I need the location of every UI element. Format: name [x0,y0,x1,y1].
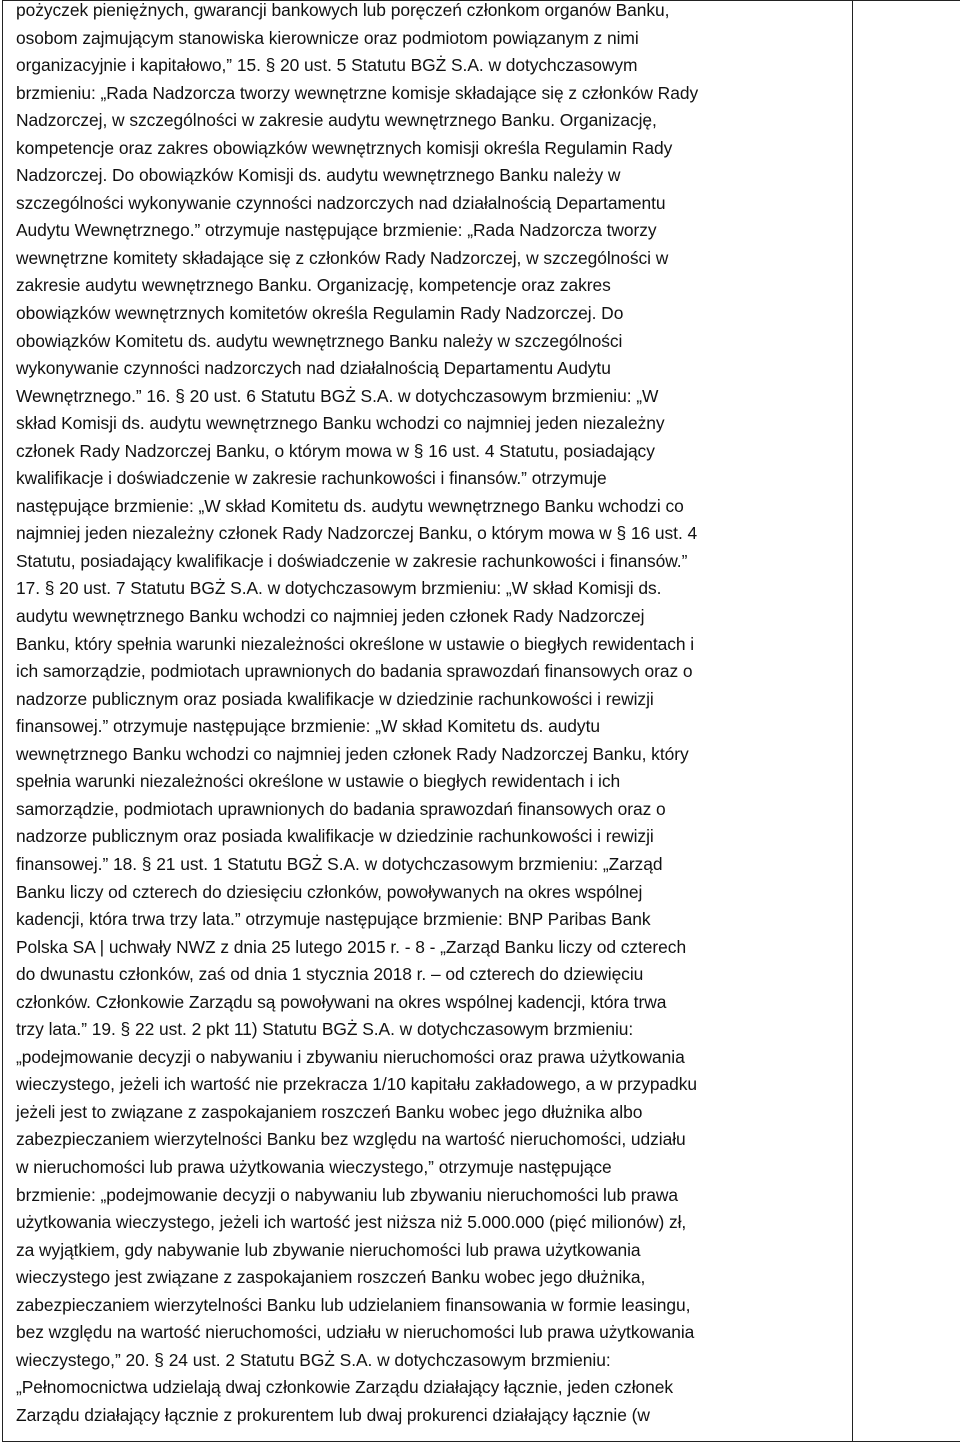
text-line: Polska SA | uchwały NWZ z dnia 25 lutego 2015 r. - 8 - „Zarząd Banku liczy od czterech [16,934,842,962]
document-table [2,0,960,1442]
document-body [16,0,842,1429]
text-line: Audytu Wewnętrznego.” otrzymuje następujące brzmienie: „Rada Nadzorcza tworzy [16,217,842,245]
text-line: kompetencje oraz zakres obowiązków wewnętrznych komisji określa Regulamin Rady [16,135,842,163]
text-line: Nadzorczej. Do obowiązków Komisji ds. audytu wewnętrznego Banku należy w [16,162,842,190]
text-line: obowiązków wewnętrznych komitetów określa Regulamin Rady Nadzorczej. Do [16,300,842,328]
text-line: użytkowania wieczystego, jeżeli ich wartość jest niższa niż 5.000.000 (pięć milionów) zł, [16,1209,842,1237]
text-line: szczególności wykonywanie czynności nadzorczych nad działalnością Departamentu [16,190,842,218]
empty-column-cell [853,1,960,1442]
text-line: za wyjątkiem, gdy nabywanie lub zbywanie nieruchomości lub prawa użytkowania [16,1237,842,1265]
text-line: „Pełnomocnictwa udzielają dwaj członkowie Zarządu działający łącznie, jeden członek [16,1374,842,1402]
text-line: trzy lata.” 19. § 22 ust. 2 pkt 11) Statutu BGŻ S.A. w dotychczasowym brzmieniu: [16,1016,842,1044]
text-line: wewnętrzne komitety składające się z członków Rady Nadzorczej, w szczególności w [16,245,842,273]
text-line: Nadzorczej, w szczególności w zakresie audytu wewnętrznego Banku. Organizację, [16,107,842,135]
text-line: wieczystego jest związane z zaspokajaniem roszczeń Banku wobec jego dłużnika, [16,1264,842,1292]
text-cell [3,1,853,1442]
text-line: organizacyjnie i kapitałowo,” 15. § 20 ust. 5 Statutu BGŻ S.A. w dotychczasowym [16,52,842,80]
text-line: zakresie audytu wewnętrznego Banku. Organizację, kompetencje oraz zakres [16,272,842,300]
text-line: zabezpieczaniem wierzytelności Banku bez względu na wartość nieruchomości, udziału [16,1126,842,1154]
text-line: nadzorze publicznym oraz posiada kwalifikacje w dziedzinie rachunkowości i rewizji [16,686,842,714]
text-line: „podejmowanie decyzji o nabywaniu i zbywaniu nieruchomości oraz prawa użytkowania [16,1044,842,1072]
text-line: bez względu na wartość nieruchomości, udziału w nieruchomości lub prawa użytkowania [16,1319,842,1347]
text-line: wewnętrznego Banku wchodzi co najmniej jeden członek Rady Nadzorczej Banku, który [16,741,842,769]
text-line: następujące brzmienie: „W skład Komitetu ds. audytu wewnętrznego Banku wchodzi co [16,493,842,521]
text-line: wieczystego, jeżeli ich wartość nie przekracza 1/10 kapitału zakładowego, a w przypadku [16,1071,842,1099]
text-line: audytu wewnętrznego Banku wchodzi co najmniej jeden członek Rady Nadzorczej [16,603,842,631]
text-line: w nieruchomości lub prawa użytkowania wieczystego,” otrzymuje następujące [16,1154,842,1182]
text-line: Zarządu działający łącznie z prokurentem lub dwaj prokurenci działający łącznie (w [16,1402,842,1430]
text-line: kwalifikacje i doświadczenie w zakresie rachunkowości i finansów.” otrzymuje [16,465,842,493]
text-line: wieczystego,” 20. § 24 ust. 2 Statutu BGŻ S.A. w dotychczasowym brzmieniu: [16,1347,842,1375]
text-line: nadzorze publicznym oraz posiada kwalifikacje w dziedzinie rachunkowości i rewizji [16,823,842,851]
text-line: osobom zajmującym stanowiska kierownicze oraz podmiotom powiązanym z nimi [16,25,842,53]
text-line: brzmienie: „podejmowanie decyzji o nabywaniu lub zbywaniu nieruchomości lub prawa [16,1182,842,1210]
text-line: Banku liczy od czterech do dziesięciu członków, powoływanych na okres wspólnej [16,879,842,907]
text-line: finansowej.” 18. § 21 ust. 1 Statutu BGŻ S.A. w dotychczasowym brzmieniu: „Zarząd [16,851,842,879]
text-line: Banku, który spełnia warunki niezależności określone w ustawie o biegłych rewidentach i [16,631,842,659]
text-line: członków. Członkowie Zarządu są powoływani na okres wspólnej kadencji, która trwa [16,989,842,1017]
text-line: spełnia warunki niezależności określone w ustawie o biegłych rewidentach i ich [16,768,842,796]
text-line: zabezpieczaniem wierzytelności Banku lub udzielaniem finansowania w formie leasingu, [16,1292,842,1320]
text-line: do dwunastu członków, zaś od dnia 1 stycznia 2018 r. – od czterech do dziewięciu [16,961,842,989]
text-line: brzmieniu: „Rada Nadzorcza tworzy wewnętrzne komisje składające się z członków Rady [16,80,842,108]
text-line: finansowej.” otrzymuje następujące brzmienie: „W skład Komitetu ds. audytu [16,713,842,741]
text-line: pożyczek pieniężnych, gwarancji bankowych lub poręczeń członkom organów Banku, [16,0,842,25]
text-line: Wewnętrznego.” 16. § 20 ust. 6 Statutu BGŻ S.A. w dotychczasowym brzmieniu: „W [16,383,842,411]
text-line: obowiązków Komitetu ds. audytu wewnętrznego Banku należy w szczególności [16,328,842,356]
text-line: wykonywanie czynności nadzorczych nad działalnością Departamentu Audytu [16,355,842,383]
text-line: kadencji, która trwa trzy lata.” otrzymuje następujące brzmienie: BNP Paribas Bank [16,906,842,934]
text-line: najmniej jeden niezależny członek Rady Nadzorczej Banku, o którym mowa w § 16 ust. 4 [16,520,842,548]
text-line: Statutu, posiadający kwalifikacje i doświadczenie w zakresie rachunkowości i finansów.” [16,548,842,576]
text-line: samorządzie, podmiotach uprawnionych do badania sprawozdań finansowych oraz o [16,796,842,824]
text-line: ich samorządzie, podmiotach uprawnionych do badania sprawozdań finansowych oraz o [16,658,842,686]
text-line: skład Komisji ds. audytu wewnętrznego Banku wchodzi co najmniej jeden niezależny [16,410,842,438]
text-line: jeżeli jest to związane z zaspokajaniem roszczeń Banku wobec jego dłużnika albo [16,1099,842,1127]
text-line: członek Rady Nadzorczej Banku, o którym mowa w § 16 ust. 4 Statutu, posiadający [16,438,842,466]
text-line: 17. § 20 ust. 7 Statutu BGŻ S.A. w dotychczasowym brzmieniu: „W skład Komisji ds. [16,575,842,603]
